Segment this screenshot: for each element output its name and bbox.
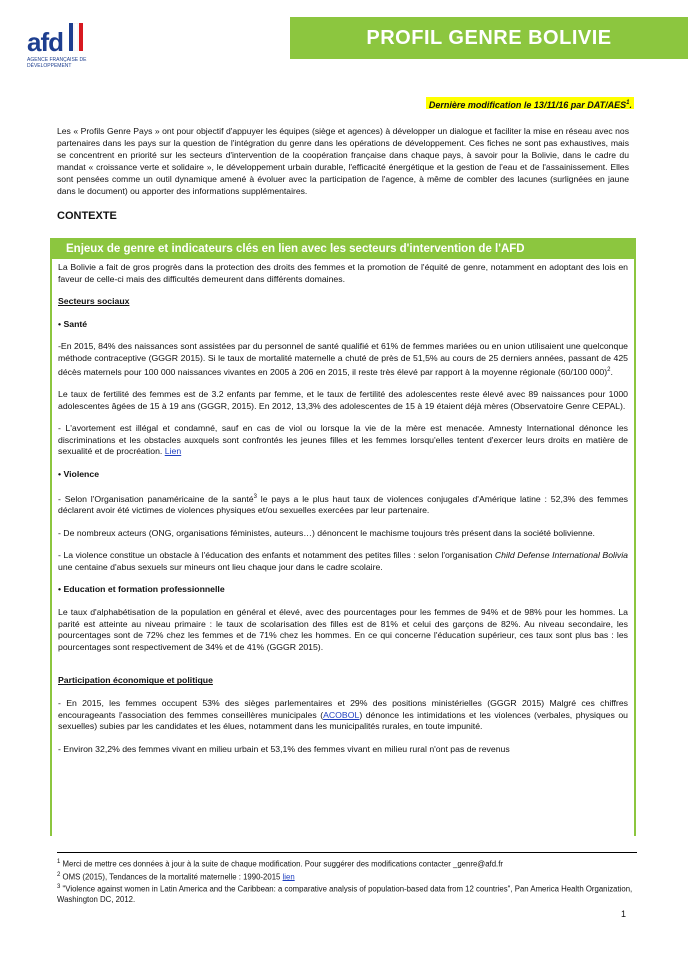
logo-subtitle: AGENCE FRANÇAISE DE DÉVELOPPEMENT xyxy=(27,57,87,69)
bullet-violence: • Violence xyxy=(58,469,100,480)
violence-3-text-b: une centaine d'abus sexuels sur mineurs ont lieu chaque jour dans le cadre scolaire. xyxy=(58,561,383,572)
footnote-2 xyxy=(57,870,637,883)
subheading-social: Secteurs sociaux xyxy=(58,296,130,307)
sante-3-text: - L'avortement est illégal et condamné, sauf en cas de viol ou lorsque la vie de la mère est menacée. Amnesty International dénonce les discriminations et les obstacles auxquels sont confrontés les jeunes filles et les femmes lorsqu'elles tentent d'exercer leurs droits en matière de sexualité et de procréation. xyxy=(58,423,628,457)
link-acobol[interactable]: ACOBOL xyxy=(323,709,360,720)
paragraph-violence-3 xyxy=(58,550,628,573)
violence-1-text-a: - Selon l'Organisation panaméricaine de la santé xyxy=(58,493,254,504)
paragraph-sante-3 xyxy=(58,423,628,458)
footnotes xyxy=(57,852,637,905)
footnote-1-num: 1 xyxy=(57,859,61,865)
footnote-3 xyxy=(57,882,637,905)
section-heading-contexte: CONTEXTE xyxy=(57,210,117,222)
page-title: PROFIL GENRE BOLIVIE xyxy=(290,17,688,59)
key-issues-box xyxy=(50,238,636,836)
paragraph-sante-1: -En 2015, 84% des naissances sont assistées par du personnel de santé qualifié et 61% de femmes mariées ou en union utilisaient une quelconque méthode contraceptive (GGGR 2015). Si le taux de mortalité maternelle a chuté de près de 51,5% au cours de 25 derniers années, passant de 425 décès maternels pour 100 000 naissances vivantes en 2005 à 206 en 2015, il reste très élevé par rapport à la moyenne régionale (60/100 000)$^2$. xyxy=(58,341,628,377)
intro-paragraph: Les « Profils Genre Pays » ont pour objectif d'appuyer les équipes (siège et agences) à développer un dialogue et faciliter la mise en réseau avec nos partenaires dans les pays sur la question de l'intégration du genre dans les opérations de développement. Ces fiches ne sont pas exhaustives, mais se concentrent en priorité sur les secteurs d'intervention de la coopération française dans chaque pays, à savoir pour la Bolivie, dans le cadre du mandat « croissance verte et solidaire », le développement urbain durable, l'efficacité énergétique et la gestion de l'eau et de l'assainissement. Elles sont pensées comme un outil dynamique amené à évoluer avec la participation de l'agence, à même de combler des lacunes (surlignées en jaune dans le document) ou apporter des informations supplémentaires. xyxy=(57,126,629,196)
paragraph-economic-2: - Environ 32,2% des femmes vivant en milieu urbain et 53,1% des femmes vivant en milieu rural n'ont pas de revenus xyxy=(58,743,510,754)
paragraph-violence-1 xyxy=(58,492,628,517)
last-modified-text: Dernière modification le 13/11/16 par DAT/AES xyxy=(428,100,627,110)
subheading-economic: Participation économique et politique xyxy=(58,675,213,686)
key-issues-title: Enjeux de genre et indicateurs clés en lien avec les secteurs d'intervention de l'AFD xyxy=(52,240,634,259)
paragraph-economic-1 xyxy=(58,698,628,733)
economic-1-text-b: ) dénonce les intimidations et les violences (verbales, physiques ou sexuelles) subies par les candidates et les élues, notamment dans les municipalités rurales, en toute impunité. xyxy=(58,709,628,732)
paragraph-sante-2: Le taux de fertilité des femmes est de 3.2 enfants par femme, et le taux de fertilité des adolescentes reste élevé avec 89 naissances pour 1000 adolescentes âgées de 15 à 19 ans (GGGR, 2015). En 2012, 13,3% des adolescentes de 15 à 19 étaient déjà mères (Observatoire Genre CEPAL). xyxy=(58,389,628,411)
footnote-1 xyxy=(57,857,637,870)
page-number: 1 xyxy=(621,909,627,919)
sante-1-text: -En 2015, 84% des naissances sont assistées par du personnel de santé qualifié et 61% de femmes mariées ou en union utilisaient une quelconque méthode contraceptive (GGGR 2015). Si le taux de mortalité maternelle a chuté de près de 51,5% au cours de 25 derniers années, passant de 425 décès maternels pour 100 000 naissances vivantes en 2005 à 206 en 2015, il reste très élevé par rapport à la moyenne régionale (60/100 000) xyxy=(58,341,628,377)
footnote-2-text: OMS (2015), Tendances de la mortalité maternelle : 1990-2015 xyxy=(60,872,283,882)
violence-3-org: Child Defense International Bolivia xyxy=(494,550,628,561)
paragraph-education: Le taux d'alphabétisation de la population en général et élevé, avec des pourcentages pour les femmes de 94% et de 98% pour les hommes. La parité est atteinte au niveau primaire : le taux de scolarisation des filles est de 81% et celui des garçons de 82%. Au niveau secondaire, les pourcentages sont de 72% chez les femmes et de 71% chez les hommes. En ce qui concerne l'éducation supérieur, ces taux sont plus bas : les pourcentages sont respectivement de 34% et de 41% (GGGR 2015). xyxy=(58,607,628,652)
footnote-ref-3: 3 xyxy=(253,493,257,500)
footnote-3-num: 3 xyxy=(57,884,61,891)
last-modified-note xyxy=(426,97,634,109)
afd-logo xyxy=(27,21,87,71)
footnote-1-text: Merci de mettre ces données à jour à la suite de chaque modification. Pour suggérer des modifications contacter _genre@afd.fr xyxy=(60,859,503,869)
footnote-ref-1: 1 xyxy=(626,100,630,106)
last-modified-end: . xyxy=(629,100,632,110)
footnote-2-num: 2 xyxy=(57,871,61,878)
bullet-sante: • Santé xyxy=(58,318,88,329)
footnote-ref-2: 2 xyxy=(607,366,611,373)
link-amnesty[interactable]: Lien xyxy=(164,446,182,457)
paragraph-intro: La Bolivie a fait de gros progrès dans la protection des droits des femmes et la promotion de l'équité de genre, notamment en adoptant des lois en faveur de celle-ci mais des difficultés demeurent dans différents domaines. xyxy=(58,262,628,284)
link-oms[interactable]: lien xyxy=(282,872,295,882)
violence-1-text-b: le pays a le plus haut taux de violences conjugales d'Amérique latine : 52,3% des femmes déclarent avoir été victimes de violences physiques et/ou sexuelles exercées par leur partenaire. xyxy=(58,493,628,516)
key-issues-body xyxy=(52,259,634,755)
bullet-education: • Education et formation professionnelle xyxy=(58,584,225,595)
footnote-3-text: "Violence against women in Latin America and the Caribbean: a comparative analysis of population-based data from 12 countries", Pan America Health Organization, Washington DC, 2012. xyxy=(57,884,633,904)
violence-3-text-a: - La violence constitue un obstacle à l'éducation des enfants et notamment des petites filles : selon l'organisation xyxy=(58,550,495,561)
logo-text: afd xyxy=(27,27,63,57)
flag-icon xyxy=(69,23,83,51)
paragraph-violence-2: - De nombreux acteurs (ONG, organisations féministes, auteurs…) dénoncent le machisme toujours très présent dans la société bolivienne. xyxy=(58,527,595,538)
economic-1-text-a: - En 2015, les femmes occupent 53% des sièges parlementaires et 29% des positions ministérielles (GGGR 2015) Malgré ces chiffres encourageants l'association des femmes conseillères municipales ( xyxy=(58,698,628,720)
